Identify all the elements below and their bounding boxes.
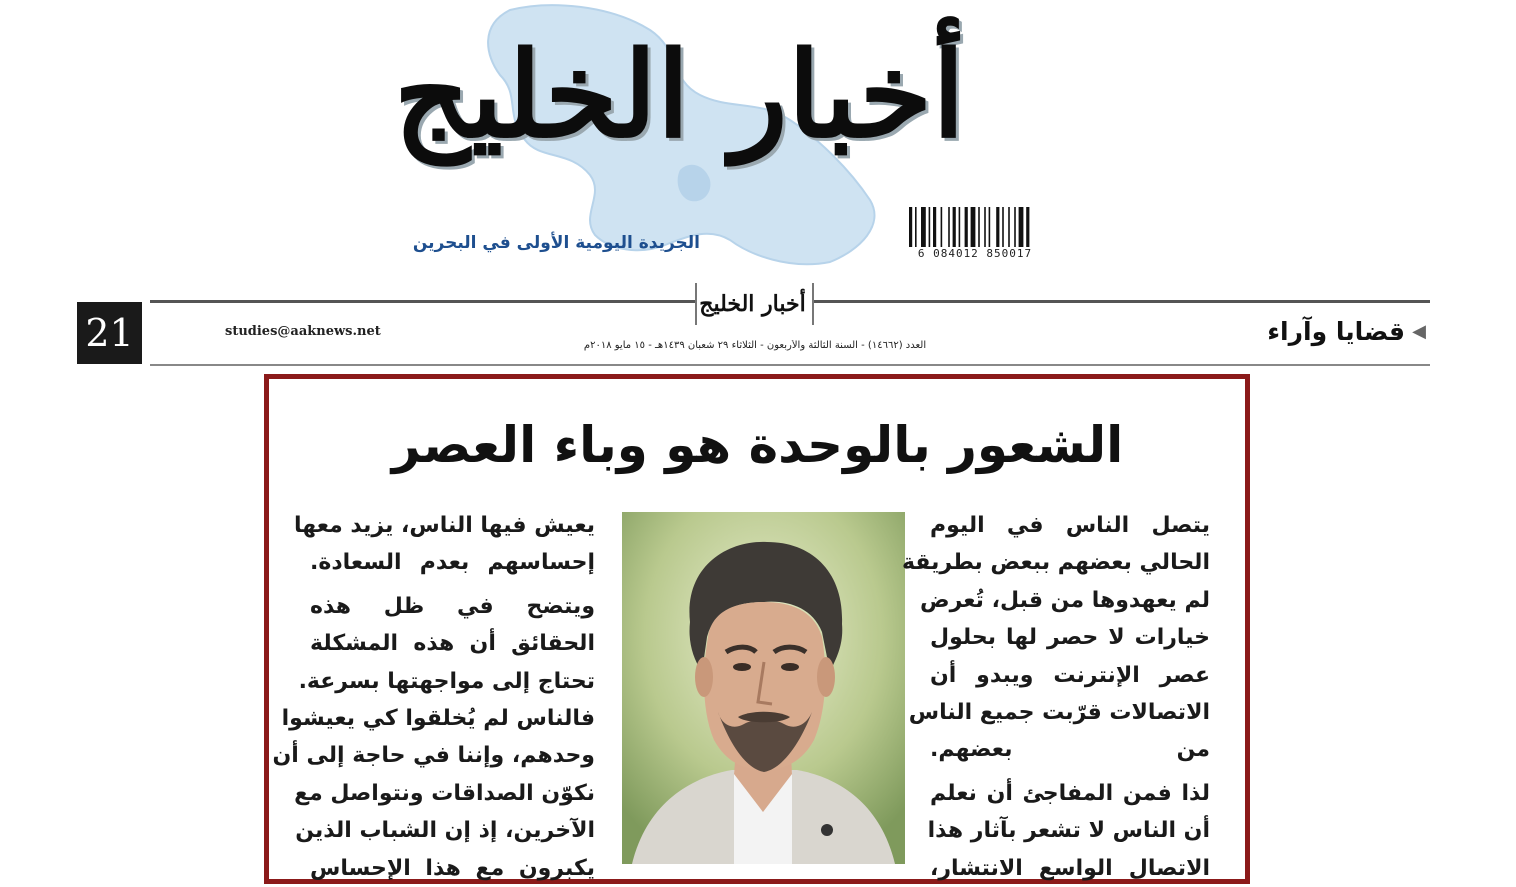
article-line: أن الناس لا تشعر بآثار هذا <box>927 818 1210 844</box>
barcode-number: 6 084012 850017 <box>917 247 1033 260</box>
section-title: قضايا وآراء <box>1267 317 1405 346</box>
barcode-bar <box>989 207 991 247</box>
article-line: الحالي بعضهم ببعض بطريقة <box>901 550 1210 576</box>
barcode-bar <box>953 207 956 247</box>
page-number: 21 <box>77 302 142 364</box>
article-line: الحقائق أن هذه المشكلة <box>310 631 595 657</box>
article-line: عصر الإنترنت ويبدو أن <box>930 662 1210 688</box>
article-line: ويتضح في ظل هذه <box>310 593 595 619</box>
article-paragraph <box>293 507 595 582</box>
newspaper-tagline: الجريدة اليومية الأولى في البحرين <box>412 233 700 253</box>
barcode-bar <box>1026 207 1029 247</box>
triangle-left-icon: ◀ <box>1412 321 1426 342</box>
mini-logo: أخبار الخليج <box>699 291 806 317</box>
barcode-bar <box>978 207 980 247</box>
barcode-bar <box>948 207 950 247</box>
article-line: وحدهم، وإننا في حاجة إلى أن <box>272 743 595 769</box>
issue-date-line: العدد (١٤٦٦٢) - السنة الثالثة والأربعون - الثلاثاء ٢٩ شعبان ١٤٣٩هـ - ١٥ مايو ٢٠١٨م <box>583 340 927 351</box>
article-line: الاتصال الواسع الانتشار، <box>930 855 1210 881</box>
article-line: خيارات لا حصر لها بحلول <box>930 625 1210 651</box>
barcode-bar <box>996 207 999 247</box>
section-email: studies@aaknews.net <box>225 324 381 339</box>
article-line: من بعضهم. <box>930 737 1210 763</box>
barcode-bar <box>1008 207 1010 247</box>
article-paragraph <box>927 775 1210 887</box>
barcode-bar <box>941 207 943 247</box>
article-line: الآخرين، إذ إن الشباب الذين <box>295 818 595 844</box>
barcode-bar <box>959 207 961 247</box>
header-rule-bottom <box>150 364 1430 366</box>
article-paragraph <box>901 507 1210 769</box>
barcode-bar <box>965 207 968 247</box>
article-column-right <box>901 507 1210 887</box>
barcode-bar <box>971 207 976 247</box>
article-line: يتصل الناس في اليوم <box>930 513 1210 538</box>
barcode-bar <box>909 207 912 247</box>
article-headline: الشعور بالوحدة هو وباء العصر <box>391 416 1124 474</box>
article-line: لم يعهدوها من قبل، تُعرض <box>919 587 1210 613</box>
barcode-bar <box>933 207 936 247</box>
barcode-bar <box>1019 207 1024 247</box>
article-paragraph <box>272 588 595 887</box>
newspaper-logo: أخبار الخليج <box>393 25 965 164</box>
barcode-bar <box>929 207 931 247</box>
article-line: يكبرون مع هذا الإحساس <box>310 855 595 881</box>
article-line: فالناس لم يُخلقوا كي يعيشوا <box>281 706 595 732</box>
barcode-bar <box>921 207 926 247</box>
article-line: لذا فمن المفاجئ أن نعلم <box>930 780 1210 806</box>
portrait-photo-icon <box>622 512 905 864</box>
article-column-left <box>272 507 595 887</box>
barcode-bar <box>915 207 917 247</box>
barcode-bar <box>984 207 986 247</box>
barcode-bar <box>1014 207 1016 247</box>
article-line: إحساسهم بعدم السعادة. <box>310 550 595 576</box>
barcode-bar <box>1002 207 1004 247</box>
article-line: نكوّن الصداقات ونتواصل مع <box>294 780 595 806</box>
article-line: الاتصالات قرّبت جميع الناس <box>908 700 1210 726</box>
article-line: يعيش فيها الناس، يزيد معها <box>293 513 595 538</box>
article-line: تحتاج إلى مواجهتها بسرعة. <box>298 668 595 694</box>
